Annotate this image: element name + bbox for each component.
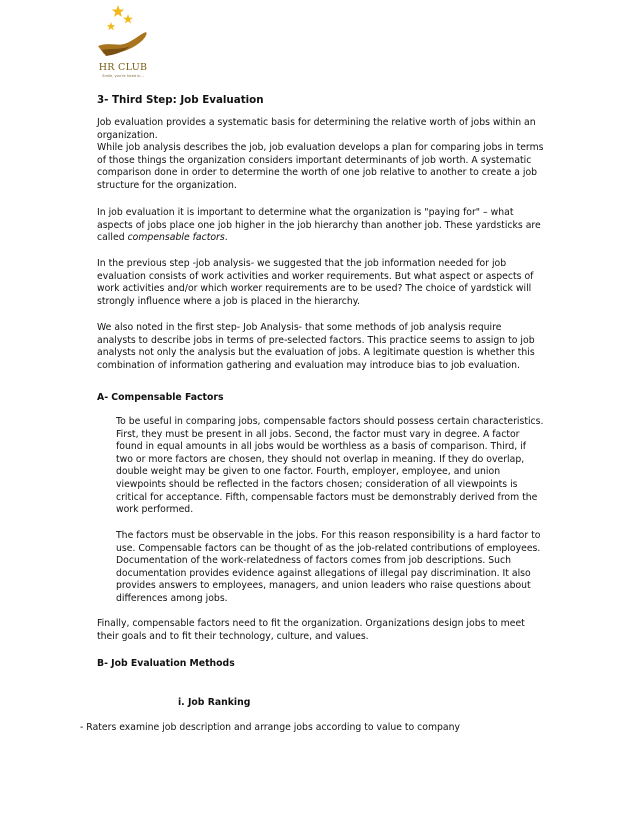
logo-name: HR CLUB bbox=[98, 62, 148, 73]
text-line: combination of information gathering and evaluation may introduce bias to job evaluation. bbox=[97, 359, 520, 371]
text-line: comparison done in order to determine the worth of one job relative to another to create a job bbox=[97, 167, 538, 179]
text-line: work activities and/or which worker requirements are to be used? The choice of yardstick will bbox=[97, 283, 532, 295]
text-line: of those things the organization considers important determinants of job worth. A systematic bbox=[97, 154, 532, 166]
logo-tagline: Smile, you're hired in... bbox=[102, 74, 144, 78]
text-line: We also noted in the first step- Job Analysis- that some methods of job analysis require bbox=[97, 322, 502, 333]
text-line: In the previous step -job analysis- we suggested that the job information needed for job bbox=[97, 258, 507, 269]
text-line: First, they must be present in all jobs. Second, the factor must vary in degree. A factor bbox=[116, 428, 520, 440]
text-line: organization. bbox=[97, 129, 158, 141]
paragraph-fit-organization bbox=[97, 618, 525, 643]
text-line: found in equal amounts in all jobs would be worthless as a basis of comparison. Third, if bbox=[116, 441, 527, 453]
text-line: evaluation consists of work activities and worker requirements. But what aspect or aspects of bbox=[97, 270, 534, 282]
section-b-heading: B- Job Evaluation Methods bbox=[97, 658, 235, 669]
text-line: While job analysis describes the job, job evaluation develops a plan for comparing jobs in terms bbox=[97, 142, 544, 154]
text-line: viewpoints should be reflected in the factors chosen; consideration of all viewpoints is bbox=[116, 478, 518, 490]
text-line: The factors must be observable in the jobs. For this reason responsibility is a hard factor to bbox=[116, 530, 541, 541]
section-a-heading: A- Compensable Factors bbox=[97, 392, 224, 403]
text-line: double weight may be given to one factor. Fourth, employer, employee, and union bbox=[116, 466, 501, 478]
paragraph-first-step bbox=[97, 322, 535, 372]
text-line: critical for acceptance. Fifth, compensable factors must be demonstrably derived from the bbox=[116, 491, 538, 503]
text-line bbox=[97, 232, 541, 245]
text-line: Documentation of the work-relatedness of factors comes from job descriptions. Such bbox=[116, 555, 512, 567]
text-line: Job evaluation provides a systematic basis for determining the relative worth of jobs within an bbox=[97, 117, 536, 128]
text-line: In job evaluation it is important to determine what the organization is "paying for" – what bbox=[97, 207, 514, 218]
paragraph-yardsticks bbox=[97, 207, 541, 245]
text-line: differences among jobs. bbox=[116, 592, 228, 604]
section-title: 3- Third Step: Job Evaluation bbox=[97, 94, 264, 106]
text-run: called bbox=[97, 232, 128, 244]
text-run: . bbox=[224, 232, 228, 244]
bullet-line: - Raters examine job description and arrange jobs according to value to company bbox=[80, 722, 461, 733]
logo-hand-stars-icon bbox=[84, 2, 162, 62]
hr-club-logo bbox=[84, 2, 162, 80]
text-line: aspects of jobs place one job higher in the job hierarchy than another job. These yardsticks are bbox=[97, 219, 541, 231]
text-line: strongly influence where a job is placed in the hierarchy. bbox=[97, 295, 360, 307]
italic-term: compensable factors bbox=[127, 232, 225, 244]
text-line: provides answers to employees, managers, and union leaders who raise questions about bbox=[116, 580, 531, 592]
text-line: two or more factors are chosen, they should not overlap in meaning. If they do overlap, bbox=[116, 453, 525, 465]
paragraph-compensable-characteristics bbox=[116, 416, 543, 517]
text-line: Finally, compensable factors need to fit the organization. Organizations design jobs to meet bbox=[97, 618, 525, 629]
text-line: use. Compensable factors can be thought of as the job-related contributions of employees. bbox=[116, 542, 541, 554]
text-line: structure for the organization. bbox=[97, 179, 237, 191]
intro-paragraph bbox=[97, 117, 544, 193]
subsection-job-ranking: i. Job Ranking bbox=[178, 697, 251, 708]
text-line: work performed. bbox=[116, 504, 194, 516]
text-line: analysts not only the analysis but the evaluation of jobs. A legitimate question is whether this bbox=[97, 347, 535, 359]
paragraph-previous-step bbox=[97, 258, 533, 308]
text-line: To be useful in comparing jobs, compensable factors should possess certain characteristics. bbox=[116, 416, 544, 427]
paragraph-observable-factors bbox=[116, 530, 540, 606]
text-line: analysts to describe jobs in terms of pre-selected factors. This practice seems to assign to job bbox=[97, 334, 535, 346]
text-line: documentation provides evidence against allegations of illegal pay discrimination. It also bbox=[116, 567, 531, 579]
text-line: their goals and to fit their technology, culture, and values. bbox=[97, 630, 369, 642]
